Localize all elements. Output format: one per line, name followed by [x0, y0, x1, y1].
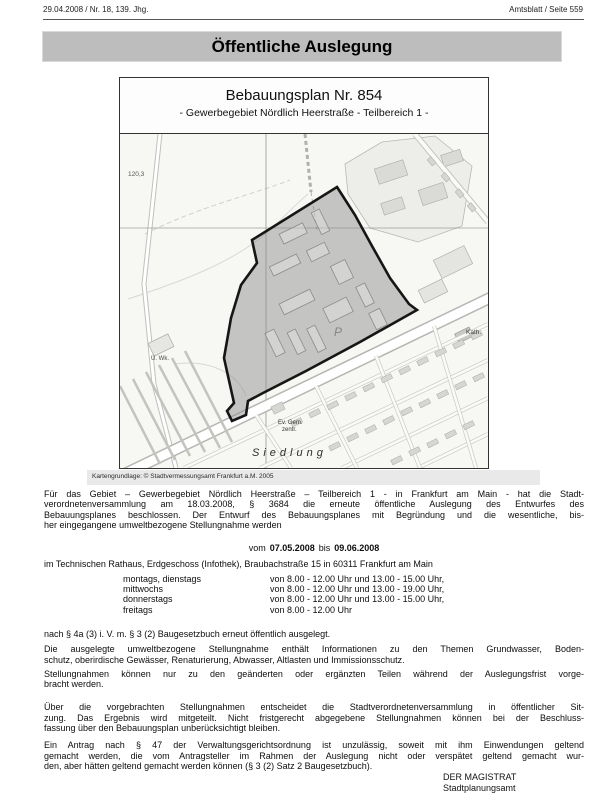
paragraph-comments-restriction [44, 669, 584, 690]
section-banner [42, 31, 562, 62]
plan-title: Bebauungsplan Nr. 854 [225, 87, 383, 104]
date-prefix: vom [248, 543, 266, 554]
paragraph-line: schutz, oberirdische Gewässer, Renaturierung, Abwasser, Altlasten und Immissionsschutz. [44, 654, 405, 665]
paragraph-line: verordnetenversammlung am 18.03.2008, § 3684 die erneute öffentliche Auslegung des Entwurfes des [44, 499, 584, 510]
opening-hours-days: donnerstags [123, 594, 173, 605]
map-label-siedlung: Siedlung [252, 447, 327, 459]
map-label-ev-gem: Ev. Gem. [278, 420, 303, 426]
opening-hours-times: von 8.00 - 12.00 Uhr [270, 604, 353, 615]
paragraph-line: Ein Antrag nach § 47 der Verwaltungsgerichtsordnung ist unzulässig, soweit mit ihm Einwendungen geltend [44, 740, 584, 751]
opening-hours-row [44, 574, 584, 584]
map-label-kath: Kath. [466, 329, 482, 336]
paragraph-line: gemacht werden, die vom Antragsteller im Rahmen der Auslegung nicht oder verspätet geltend gemacht wur- [44, 750, 584, 761]
map-label-ev-gem-2: zentr. [282, 427, 297, 433]
paragraph-line: fassung über den Bebauungsplan unberücksichtigt bleiben. [44, 723, 281, 734]
opening-hours-times: von 8.00 - 12.00 Uhr und 13.00 - 19.00 Uhr, [270, 584, 445, 595]
map-label-parking: P [334, 325, 343, 339]
paragraph-decision-process [44, 702, 584, 733]
gazette-page-header: Amtsblatt / Seite 559 [509, 5, 583, 14]
signature-authority: DER MAGISTRAT [443, 772, 517, 782]
opening-hours-times: von 8.00 - 12.00 Uhr und 13.00 - 15.00 Uhr, [270, 594, 445, 605]
location-line: im Technischen Rathaus, Erdgeschoss (Infothek), Braubachstraße 15 in 60311 Frankfurt am Main [44, 559, 433, 570]
map-label-elevation: 120,3 [128, 171, 145, 178]
paragraph-line: Stellungnahmen können nur zu den geänderten oder ergänzten Teilen während der Auslegungsfrist vorge- [44, 668, 584, 679]
paragraph-line: her eingegangene umweltbezogene Stellungnahme werden [44, 519, 282, 530]
map-caption: Kartengrundlage: © Stadtvermessungsamt Frankfurt a.M. 2005 [87, 470, 540, 485]
header-divider [43, 19, 584, 20]
opening-hours-row [44, 584, 584, 594]
date-connector: bis [318, 543, 331, 554]
notice-body [44, 489, 584, 771]
site-map [120, 134, 488, 468]
signature-department: Stadtplanungsamt [443, 782, 516, 793]
plan-figure-header [120, 78, 488, 134]
legal-reference-line: nach § 4a (3) i. V. m. § 3 (2) Baugesetzbuch erneut öffentlich ausgelegt. [44, 628, 331, 639]
end-date: 09.06.2008 [334, 543, 380, 554]
paragraph-introduction [44, 489, 584, 530]
paragraph-legal-objection [44, 740, 584, 771]
paragraph-line: den, aber hätten geltend gemacht werden können (§ 3 (2) Satz 2 Baugesetzbuch). [44, 760, 373, 771]
paragraph-line: Über die vorgebrachten Stellungnahmen entscheidet die Stadtverordnetenversammlung in öffentlicher Sit- [44, 702, 584, 713]
plan-subtitle: - Gewerbegebiet Nördlich Heerstraße - Teilbereich 1 - [179, 107, 429, 119]
opening-hours-days: mittwochs [123, 584, 164, 595]
opening-hours-table [44, 574, 584, 615]
paragraph-line: Für das Gebiet – Gewerbegebiet Nördlich Heerstraße – Teilbereich 1 - in Frankfurt am Main - hat die Stadt- [44, 489, 584, 499]
display-period-line [44, 543, 584, 553]
paragraph-line: bracht werden. [44, 679, 104, 690]
paragraph-line: Bebauungsplanes beschlossen. Der Entwurf des Bebauungsplanes mit Begründung und die wesentliche, bis- [44, 509, 584, 520]
issue-date-header: 29.04.2008 / Nr. 18, 139. Jhg. [43, 5, 149, 14]
start-date: 07.05.2008 [269, 543, 315, 554]
plan-figure-box [119, 77, 489, 469]
banner-title: Öffentliche Auslegung [211, 36, 393, 56]
paragraph-line: Die ausgelegte umweltbezogene Stellungnahme enthält Informationen zu den Themen Grundwasser, Boden- [44, 644, 584, 655]
opening-hours-row [44, 605, 584, 615]
opening-hours-days: montags, dienstags [123, 573, 202, 584]
map-label-uwk: U. Wk. [151, 356, 169, 362]
signature-block [443, 772, 516, 793]
opening-hours-row [44, 594, 584, 604]
paragraph-environmental-statement [44, 644, 584, 665]
opening-hours-times: von 8.00 - 12.00 Uhr und 13.00 - 15.00 Uhr, [270, 573, 445, 584]
paragraph-line: zung. Das Ergebnis wird mitgeteilt. Nicht fristgerecht abgegebene Stellungnahmen können bei der Beschluss- [44, 712, 584, 723]
opening-hours-days: freitags [123, 604, 153, 615]
